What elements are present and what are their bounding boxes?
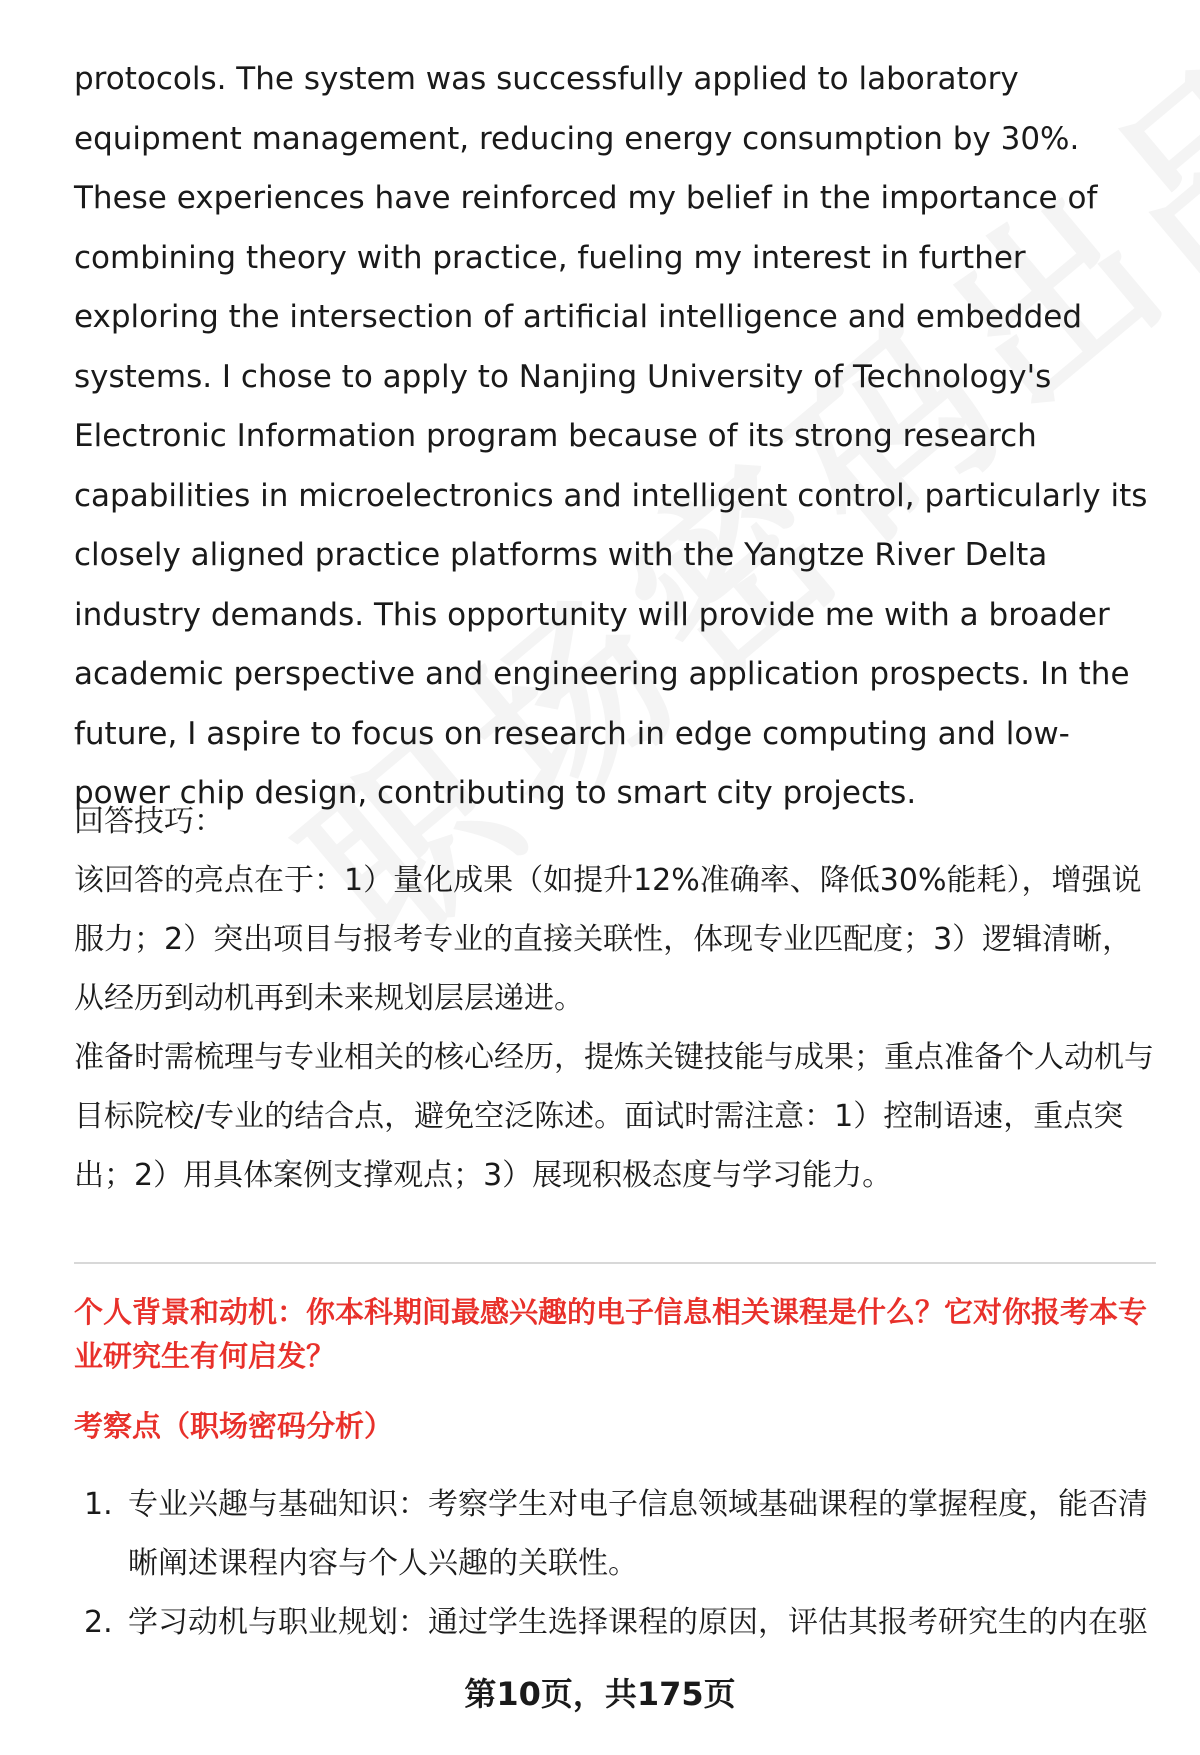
list-item [74,1475,1156,1593]
question-heading: 个人背景和动机：你本科期间最感兴趣的电子信息相关课程是什么？它对你报考本专业研究生有何启发？ [74,1295,1148,1373]
answer-tips [74,792,1154,1205]
tips-paragraph-2: 准备时需梳理与专业相关的核心经历，提炼关键技能与成果；重点准备个人动机与目标院校/专业的结合点，避免空泛陈述。面试时需注意：1）控制语速，重点突出；2）用具体案例支撑观点；3）展现积极态度与学习能力。 [74,1040,1154,1193]
section-divider [74,1262,1156,1264]
tips-heading: 回答技巧： [74,804,224,839]
assessment-points-heading: 考察点（职场密码分析） [74,1409,394,1443]
list-item-text: 学习动机与职业规划：通过学生选择课程的原因，评估其报考研究生的内在驱 [128,1605,1148,1640]
list-item-number: 1. [84,1487,113,1522]
assessment-points-list [74,1475,1156,1652]
list-item [74,1593,1156,1652]
page-footer: 第10页，共175页 [464,1675,736,1713]
list-item-text: 专业兴趣与基础知识：考察学生对电子信息领域基础课程的掌握程度，能否清晰阐述课程内容与个人兴趣的关联性。 [128,1487,1148,1581]
body-text-block [74,50,1154,824]
body-paragraph: protocols. The system was successfully applied to laboratory equipment management, reducing energy consumption by 30%. These experiences have reinforced my belief in the importance of combining theory with practice, fueling my interest in further exploring the intersection of artificial intelligence and embedded systems. I chose to apply to Nanjing University of Technology's Electronic Information program because of its strong research capabilities in microelectronics and intelligent control, particularly its closely aligned practice platforms with the Yangtze River Delta industry demands. This opportunity will provide me with a broader academic perspective and engineering application prospects. In the future, I aspire to focus on research in edge computing and low-power chip design, contributing to smart city projects. [74,61,1148,811]
tips-paragraph-1: 该回答的亮点在于：1）量化成果（如提升12%准确率、降低30%能耗），增强说服力；2）突出项目与报考专业的直接关联性，体现专业匹配度；3）逻辑清晰，从经历到动机再到未来规划层层递进。 [74,863,1142,1016]
list-item-number: 2. [84,1605,113,1640]
